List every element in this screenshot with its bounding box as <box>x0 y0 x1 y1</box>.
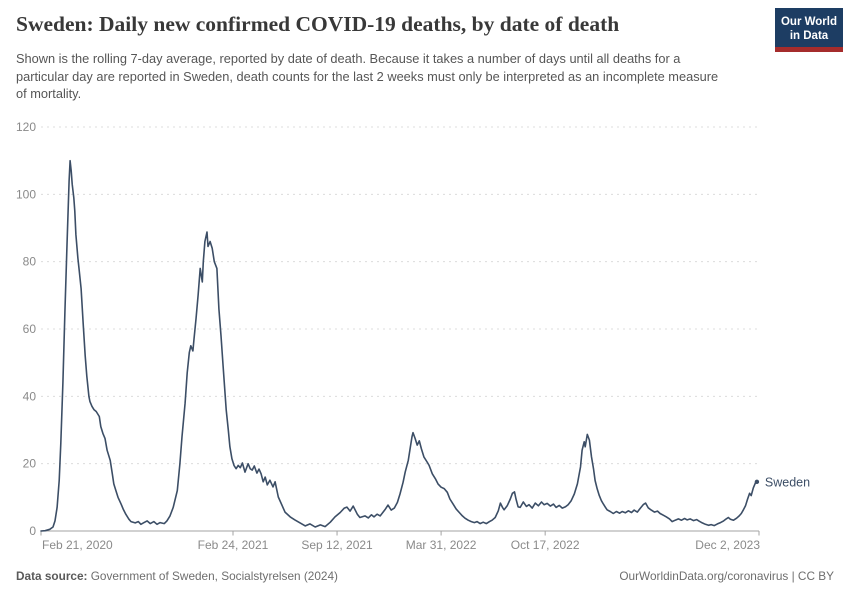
y-tick-label-20: 20 <box>22 456 36 471</box>
y-tick-label-40: 40 <box>22 389 36 404</box>
y-tick-label-0: 0 <box>29 524 36 538</box>
y-tick-label-80: 80 <box>22 254 36 269</box>
line-chart <box>0 112 850 564</box>
data-source-note <box>16 569 338 583</box>
data-source-label: Data source: <box>16 569 88 583</box>
page-title: Sweden: Daily new confirmed COVID-19 deaths, by date of death <box>16 12 620 36</box>
series-line-sweden <box>41 161 757 531</box>
series-end-dot <box>755 480 759 484</box>
license-note: OurWorldinData.org/coronavirus | CC BY <box>619 569 834 583</box>
y-tick-label-100: 100 <box>15 187 36 202</box>
x-tick-label: Sep 12, 2021 <box>301 538 373 552</box>
x-tick-label: Dec 2, 2023 <box>695 538 760 552</box>
x-tick-label: Oct 17, 2022 <box>510 538 580 552</box>
y-tick-label-60: 60 <box>22 322 36 336</box>
logo-red-bar <box>775 47 843 52</box>
owid-logo <box>775 8 843 52</box>
owid-logo-line2: in Data <box>789 29 829 42</box>
chart-footer <box>16 569 834 583</box>
y-tick-label-120: 120 <box>15 120 36 134</box>
data-source-value: Government of Sweden, Socialstyrelsen (2024) <box>87 569 338 583</box>
x-tick-label: Feb 21, 2020 <box>42 538 113 552</box>
line-chart-svg <box>0 112 850 564</box>
chart-subtitle: Shown is the rolling 7-day average, reported by date of death. Because it takes a number of days until all deaths for a particular day are reported in Sweden, death counts for the last 2 weeks must only be interpreted as an incomplete measure of mortality. <box>16 51 719 101</box>
series-label-sweden: Sweden <box>764 475 811 490</box>
x-tick-label: Feb 24, 2021 <box>197 538 269 552</box>
x-tick-label: Mar 31, 2022 <box>405 538 477 552</box>
owid-logo-line1: Our World <box>780 16 837 28</box>
